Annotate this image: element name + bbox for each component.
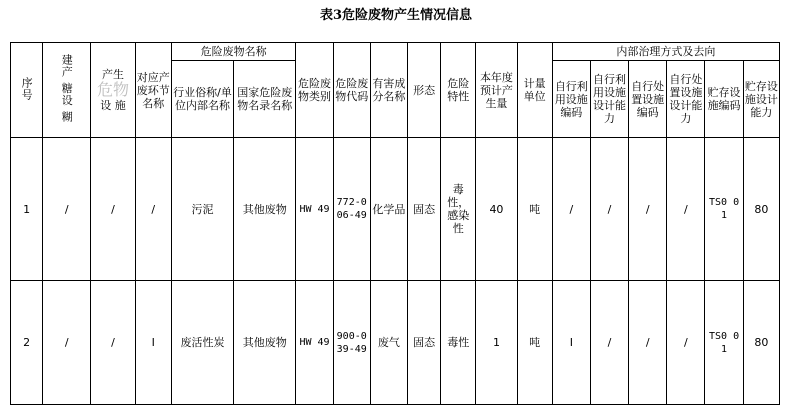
cell-storage-cap: 80 bbox=[743, 138, 779, 281]
cell-stage: I bbox=[135, 281, 171, 405]
header-hw-name-group: 危险废物名称 bbox=[171, 43, 296, 61]
cell-facility: / bbox=[43, 138, 91, 281]
cell-producing: / bbox=[91, 281, 135, 405]
cell-national-name: 其他废物 bbox=[234, 138, 296, 281]
cell-storage-cap: 80 bbox=[743, 281, 779, 405]
header-producing-label: 产生 bbox=[102, 68, 125, 81]
cell-harmful: 化学品 bbox=[370, 138, 407, 281]
cell-self-dispose-cap: / bbox=[667, 281, 705, 405]
table-row bbox=[11, 138, 780, 281]
header-form: 形态 bbox=[408, 43, 441, 138]
cell-hw-code: 772-006-49 bbox=[333, 138, 370, 281]
header-storage-code: 贮存设施编码 bbox=[705, 61, 743, 138]
cell-self-use-code: I bbox=[552, 281, 590, 405]
cell-facility: / bbox=[43, 281, 91, 405]
header-national-name: 国家危险废物名录名称 bbox=[234, 61, 296, 138]
cell-storage-code: TS0 01 bbox=[705, 281, 743, 405]
table-row bbox=[11, 281, 780, 405]
header-hw-code: 危险废物代码 bbox=[333, 43, 370, 138]
cell-form: 固态 bbox=[408, 138, 441, 281]
header-harmful: 有害成分名称 bbox=[370, 43, 407, 138]
cell-self-dispose-code: / bbox=[629, 281, 667, 405]
cell-annual: 40 bbox=[476, 138, 517, 281]
cell-national-name: 其他废物 bbox=[234, 281, 296, 405]
cell-unit: 吨 bbox=[517, 138, 552, 281]
cell-storage-code: TS0 01 bbox=[705, 138, 743, 281]
header-row-top bbox=[11, 43, 780, 61]
cell-property: 毒性，感染性 bbox=[441, 138, 476, 281]
cell-unit: 吨 bbox=[517, 281, 552, 405]
cell-self-use-code: / bbox=[552, 138, 590, 281]
header-unit: 计量单位 bbox=[517, 43, 552, 138]
cell-seq: 1 bbox=[11, 138, 43, 281]
header-self-use-code: 自行利用设施编码 bbox=[552, 61, 590, 138]
cell-seq: 2 bbox=[11, 281, 43, 405]
cell-hw-code: 900-039-49 bbox=[333, 281, 370, 405]
header-self-use-cap: 自行利用设施设计能力 bbox=[590, 61, 628, 138]
header-producing-sub: 设 施 bbox=[100, 99, 126, 112]
cell-harmful: 废气 bbox=[370, 281, 407, 405]
cell-self-use-cap: / bbox=[590, 281, 628, 405]
header-seq: 序号 bbox=[11, 43, 43, 138]
watermark-text: 危物 bbox=[97, 80, 130, 99]
table-title: 表3危险废物产生情况信息 bbox=[319, 8, 473, 23]
header-stage: 对应产废环节名称 bbox=[135, 43, 171, 138]
cell-industry-name: 废活性炭 bbox=[171, 281, 233, 405]
cell-form: 固态 bbox=[408, 281, 441, 405]
cell-self-dispose-cap: / bbox=[667, 138, 705, 281]
cell-annual: 1 bbox=[476, 281, 517, 405]
header-property: 危险特性 bbox=[441, 43, 476, 138]
header-self-dispose-cap: 自行处置设施设计能力 bbox=[667, 61, 705, 138]
cell-self-use-cap: / bbox=[590, 138, 628, 281]
cell-hw-category: HW 49 bbox=[296, 281, 333, 405]
cell-stage: / bbox=[135, 138, 171, 281]
header-self-dispose-code: 自行处置设施编码 bbox=[629, 61, 667, 138]
header-hw-category: 危险废物类别 bbox=[296, 43, 333, 138]
header-industry-name: 行业俗称/单位内部名称 bbox=[171, 61, 233, 138]
cell-property: 毒性 bbox=[441, 281, 476, 405]
header-producing-facility bbox=[91, 43, 135, 138]
cell-hw-category: HW 49 bbox=[296, 138, 333, 281]
header-internal-group: 内部治理方式及去向 bbox=[552, 43, 779, 61]
header-facility: 建产 糖设 糊 bbox=[43, 43, 91, 138]
header-annual: 本年度预计产生量 bbox=[476, 43, 517, 138]
cell-producing: / bbox=[91, 138, 135, 281]
cell-self-dispose-code: / bbox=[629, 138, 667, 281]
hazardous-waste-table bbox=[10, 42, 780, 405]
header-storage-cap: 贮存设施设计能力 bbox=[743, 61, 779, 138]
cell-industry-name: 污泥 bbox=[171, 138, 233, 281]
